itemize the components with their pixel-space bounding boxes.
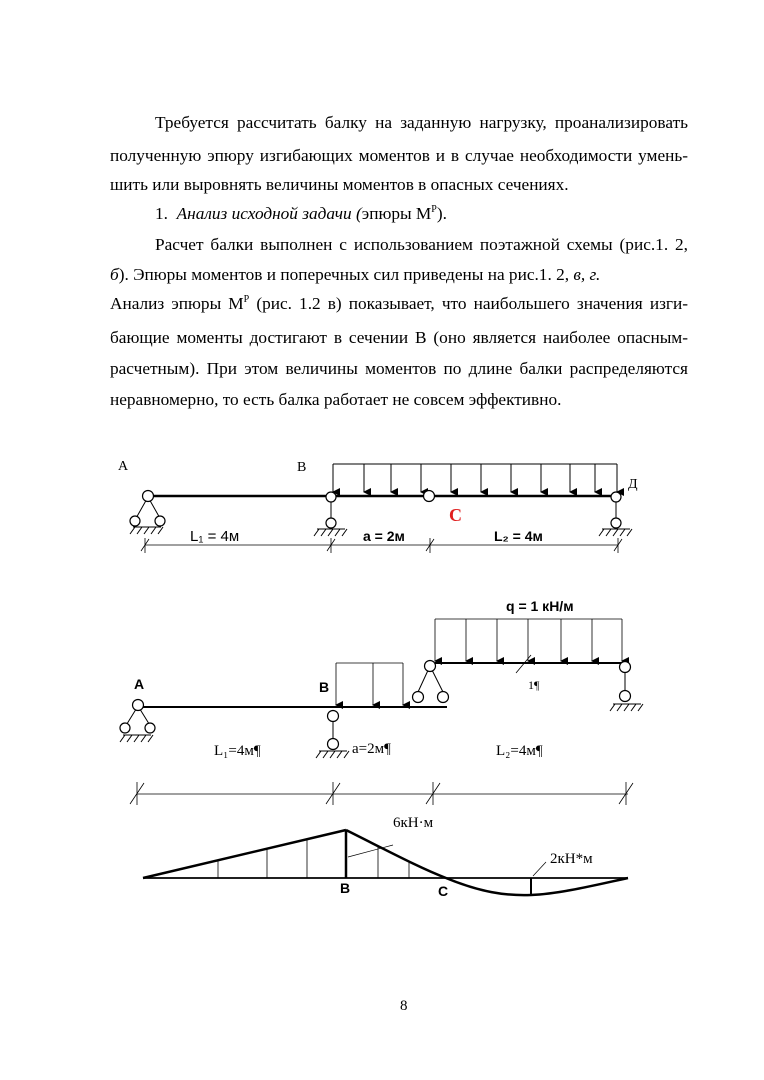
- heading-text: эпюры M: [361, 204, 432, 223]
- label-c: C: [449, 505, 462, 525]
- figure-3-moment-diagram: [143, 815, 628, 899]
- moment-label-2: 2кН*м: [550, 851, 593, 867]
- figure-2-floor-scheme: [120, 598, 643, 805]
- heading-italic: Анализ исходной задачи (: [176, 204, 362, 223]
- text-line: шить или выровнять величины моментов в опасных сечениях.: [110, 175, 569, 194]
- label-l2: L₂ = 4м: [494, 528, 543, 544]
- label-a: A: [134, 676, 145, 692]
- text-line: Требуется рассчитать балку на заданную нагрузку, проанализировать: [155, 113, 688, 132]
- label-l1: L₁ = 4м: [190, 528, 240, 545]
- figure-1-beam-scheme: [118, 459, 638, 553]
- text: Анализ эпюры M: [110, 294, 244, 313]
- load-label-q: q = 1 кН/м: [506, 598, 574, 614]
- text-line: бающие моменты достигают в сечении B (оно является наиболее опасным-: [110, 328, 688, 347]
- text-line: неравномерно, то есть балка работает не совсем эффективно.: [110, 390, 562, 409]
- label-b: B: [297, 460, 307, 475]
- label-a-length: a=2м¶: [352, 741, 391, 757]
- text: ). Эпюры моментов и поперечных сил приведены на рис.1. 2,: [118, 265, 574, 284]
- superscript: P: [243, 294, 250, 305]
- heading-end: ).: [436, 204, 447, 223]
- superscript: P: [431, 204, 437, 215]
- text-line: расчетным). При этом величины моментов по длине балки распределяются: [110, 359, 688, 378]
- label-l2: L₂=4м¶: [496, 743, 543, 759]
- heading-number: 1.: [155, 204, 168, 223]
- label-c: C: [438, 883, 449, 899]
- label-b: B: [319, 679, 330, 695]
- italic-text: в, г.: [573, 265, 601, 284]
- label-a: A: [118, 459, 129, 474]
- label-d: Д: [628, 477, 638, 492]
- text-line: полученную эпюру изгибающих моментов и в случае необходимости умень-: [110, 146, 688, 165]
- label-one: 1¶: [528, 678, 540, 692]
- italic-text: б: [110, 265, 119, 284]
- text-line: Расчет балки выполнен с использованием поэтажной схемы (рис.1. 2,: [155, 235, 688, 254]
- label-b: B: [340, 880, 351, 896]
- moment-label-6: 6кН·м: [393, 815, 434, 831]
- page-number: 8: [400, 998, 408, 1014]
- text: (рис. 1.2 в) показывает, что наибольшего значения изги-: [249, 294, 688, 313]
- label-l1: L₁=4м¶: [214, 743, 261, 759]
- label-a-length: a = 2м: [363, 528, 405, 544]
